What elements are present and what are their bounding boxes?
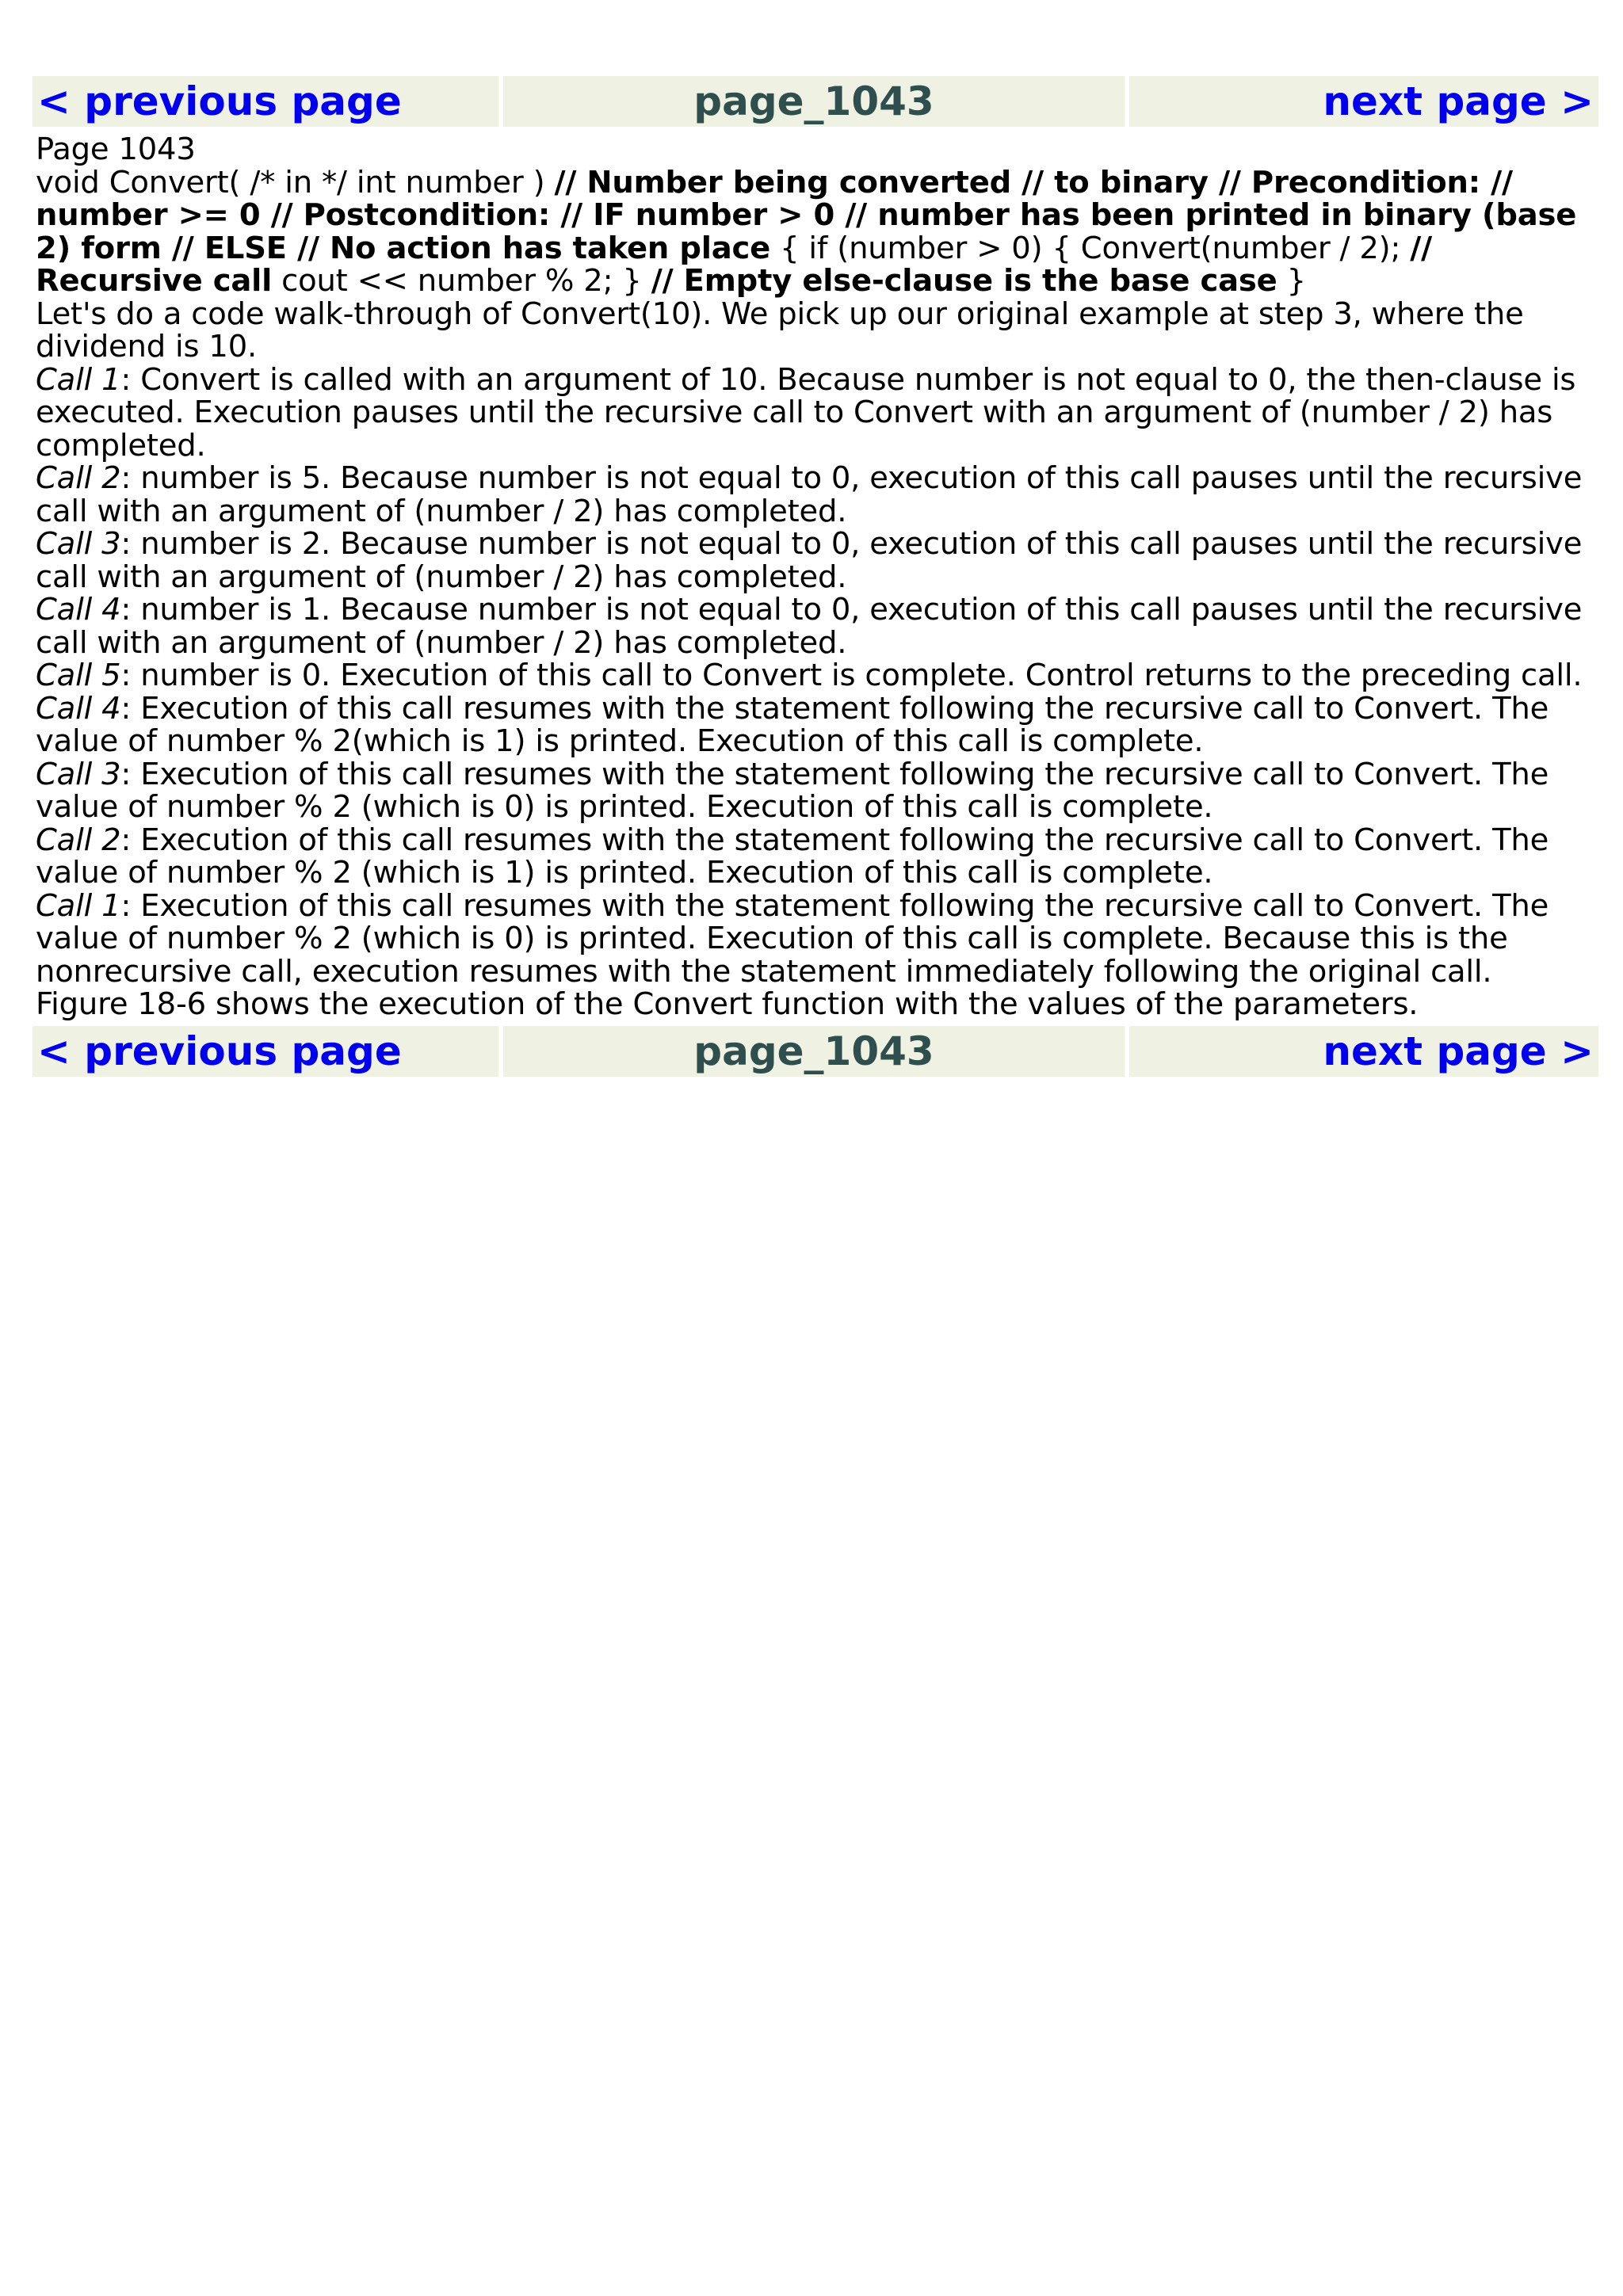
call-label: Call 4 — [36, 592, 121, 627]
code-comment-3: // Empty else-clause is the base case — [651, 263, 1277, 299]
call-paragraph — [36, 659, 1598, 692]
call-label: Call 2 — [36, 822, 121, 858]
call-text: : Execution of this call resumes with the statement following the recursive call to Convert. The value of number % 2 (which is 0) is printed. Execution of this call is complete. Because this is the nonrecursive call, execution resumes with the statement immediately following the original call. — [36, 887, 1549, 990]
call-text: : number is 0. Execution of this call to Convert is complete. Control returns to the preceding call. — [120, 658, 1583, 693]
intro-paragraph: Let's do a code walk-through of Convert(10). We pick up our original example at step 3, where the dividend is 10. — [36, 296, 1524, 364]
top-nav-prev-cell — [32, 76, 498, 127]
call-paragraph — [36, 593, 1598, 659]
page-container — [32, 76, 1598, 1077]
figure-note: Figure 18-6 shows the execution of the Convert function with the values of the parameters. — [36, 986, 1419, 1022]
bottom-nav-next-cell — [1129, 1026, 1598, 1077]
call-paragraph — [36, 824, 1598, 890]
top-next-page-link[interactable]: next page > — [1323, 78, 1594, 124]
call-label: Call 3 — [36, 526, 121, 562]
bottom-previous-page-link[interactable]: < previous page — [37, 1028, 402, 1074]
page-content — [32, 127, 1598, 1026]
bottom-nav-prev-cell — [32, 1026, 498, 1077]
top-previous-page-link[interactable]: < previous page — [37, 78, 402, 124]
code-plain-2: { if (number > 0) { Convert(number / 2); — [780, 230, 1401, 266]
call-paragraph — [36, 528, 1598, 593]
call-label: Call 4 — [36, 690, 121, 727]
call-text: : Execution of this call resumes with the statement following the recursive call to Convert. The value of number % 2 (which is 1) is printed. Execution of this call is complete. — [36, 822, 1549, 891]
code-plain-4: } — [1286, 263, 1306, 299]
call-text: : Convert is called with an argument of 10. Because number is not equal to 0, the then-clause is executed. Execution pauses until the recursive call to Convert with an argument of (number / 2) has completed. — [36, 361, 1576, 463]
call-text: : number is 1. Because number is not equal to 0, execution of this call pauses until the recursive call with an argument of (number / 2) has completed. — [36, 592, 1583, 661]
call-label: Call 1 — [36, 887, 121, 924]
call-paragraph — [36, 462, 1598, 528]
call-paragraph — [36, 361, 1598, 463]
code-comment-1: // Number being converted // to binary // Precondition: // number >= 0 // Postcondition: // IF number > 0 // number has been printed in binary (base 2) form // ELSE // No action has taken place — [36, 164, 1577, 266]
top-nav-next-cell — [1129, 76, 1598, 127]
bottom-page-label: page_1043 — [503, 1026, 1125, 1077]
call-label: Call 5 — [36, 658, 121, 693]
bottom-navbar — [32, 1026, 1598, 1077]
bottom-next-page-link[interactable]: next page > — [1323, 1028, 1594, 1074]
call-paragraph — [36, 887, 1598, 990]
code-plain-1: void Convert( /* in */ int number ) — [36, 164, 545, 200]
page-number-text: Page 1043 — [36, 132, 196, 167]
call-text: : Execution of this call resumes with the statement following the recursive call to Convert. The value of number % 2 (which is 0) is printed. Execution of this call is complete. — [36, 756, 1549, 825]
call-text: : Execution of this call resumes with the statement following the recursive call to Convert. The value of number % 2(which is 1) is printed. Execution of this call is complete. — [36, 690, 1549, 759]
call-label: Call 2 — [36, 460, 121, 496]
call-label: Call 1 — [36, 361, 121, 398]
top-page-label: page_1043 — [503, 76, 1125, 127]
call-text: : number is 2. Because number is not equal to 0, execution of this call pauses until the recursive call with an argument of (number / 2) has completed. — [36, 526, 1583, 595]
code-plain-3: cout << number % 2; } — [281, 263, 642, 299]
call-paragraph — [36, 692, 1598, 758]
top-navbar — [32, 76, 1598, 127]
call-label: Call 3 — [36, 756, 121, 792]
code-comment-2: // Recursive call — [36, 230, 1433, 299]
call-text: : number is 5. Because number is not equal to 0, execution of this call pauses until the recursive call with an argument of (number / 2) has completed. — [36, 460, 1583, 529]
code-listing — [36, 166, 1598, 298]
call-paragraph — [36, 758, 1598, 824]
